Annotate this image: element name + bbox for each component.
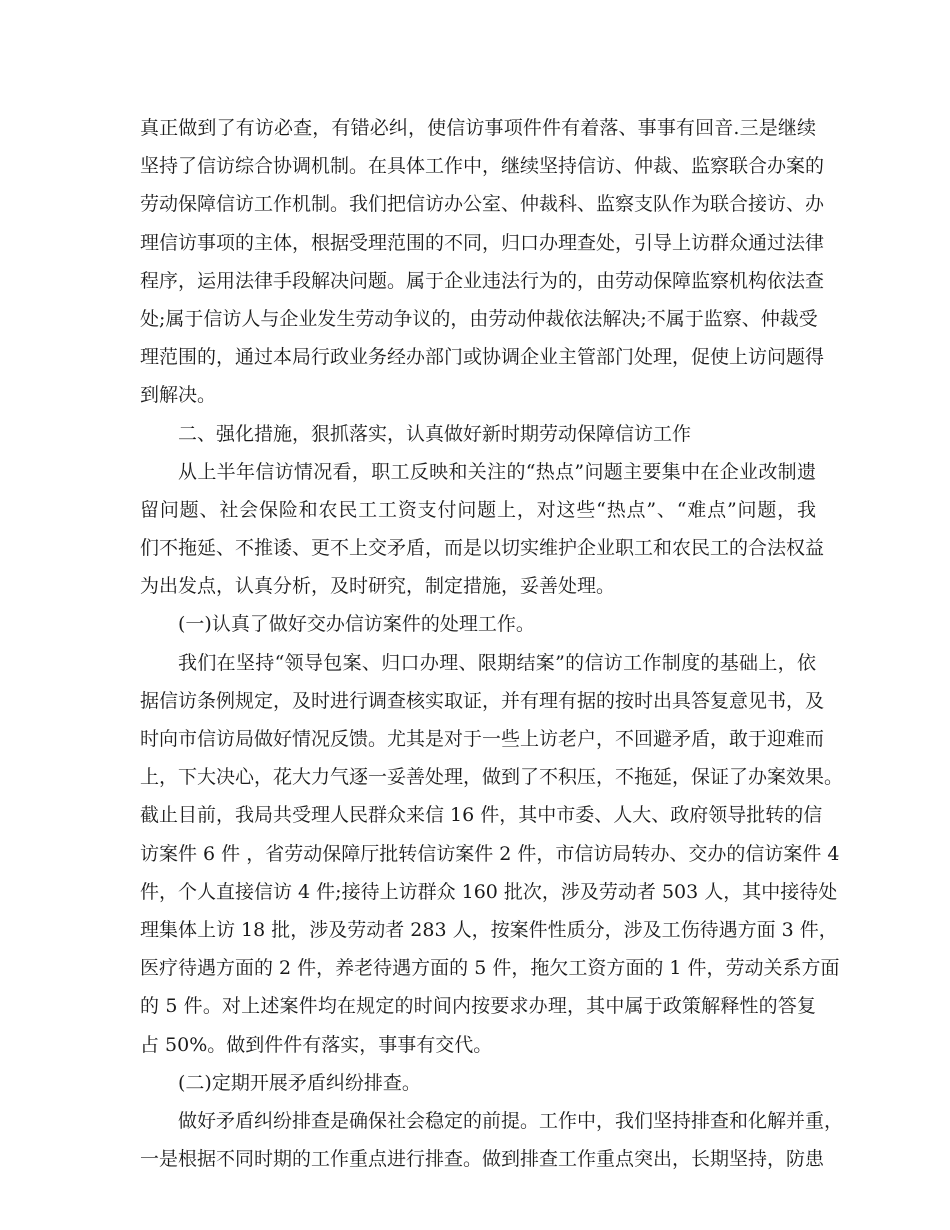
text-line: 做好矛盾纠纷排查是确保社会稳定的前提。工作中，我们坚持排查和化解并重，: [178, 1109, 844, 1132]
text-line: 占 50%。做到件件有落实，事事有交代。: [140, 1033, 493, 1056]
text-line: (二)定期开展矛盾纠纷排查。: [178, 1071, 421, 1094]
text-line: 到解决。: [140, 384, 217, 407]
text-line: 理信访事项的主体，根据受理范围的不同，归口办理查处，引导上访群众通过法律: [140, 231, 825, 254]
text-line: 真正做到了有访必查，有错必纠，使信访事项件件有着落、事事有回音.三是继续: [140, 117, 816, 139]
text-line: 为出发点，认真分析，及时研究，制定措施，妥善处理。: [140, 575, 616, 598]
text-line: 处;属于信访人与企业发生劳动争议的，由劳动仲裁依法解决;不属于监察、仲裁受: [140, 307, 818, 330]
text-line: 从上半年信访情况看，职工反映和关注的“热点”问题主要集中在企业改制遗: [178, 460, 816, 483]
text-line: 程序，运用法律手段解决问题。属于企业违法行为的，由劳动保障监察机构依法查: [140, 269, 825, 292]
text-line: 坚持了信访综合协调机制。在具体工作中，继续坚持信访、仲裁、监察联合办案的: [140, 155, 825, 178]
text-line: 一是根据不同时期的工作重点进行排查。做到排查工作重点突出，长期坚持，防患: [140, 1148, 825, 1171]
text-line: 据信访条例规定，及时进行调查核实取证，并有理有据的按时出具答复意见书，及: [140, 689, 825, 712]
document-body: [140, 109, 844, 1178]
text-line: 理范围的，通过本局行政业务经办部门或协调企业主管部门处理，促使上访问题得: [140, 346, 825, 369]
text-line: 理集体上访 18 批，涉及劳动者 283 人，按案件性质分，涉及工伤待遇方面 3 件，: [140, 918, 838, 941]
text-line: 劳动保障信访工作机制。我们把信访办公室、仲裁科、监察支队作为联合接访、办: [140, 193, 825, 216]
text-line: 的 5 件。对上述案件均在规定的时间内按要求办理，其中属于政策解释性的答复: [140, 995, 816, 1018]
text-line: 上，下大决心，花大力气逐一妥善处理，做到了不积压，不拖延，保证了办案效果。: [140, 766, 844, 789]
text-line: 二、强化措施，狠抓落实，认真做好新时期劳动保障信访工作: [178, 422, 692, 445]
text-line: 们不拖延、不推诿、更不上交矛盾，而是以切实维护企业职工和农民工的合法权益: [140, 537, 825, 560]
text-line: 医疗待遇方面的 2 件，养老待遇方面的 5 件，拖欠工资方面的 1 件，劳动关系方面: [140, 957, 840, 980]
text-line: 时向市信访局做好情况反馈。尤其是对于一些上访老户，不回避矛盾，敢于迎难而: [140, 728, 825, 750]
text-line: 截止目前，我局共受理人民群众来信 16 件，其中市委、人大、政府领导批转的信: [140, 804, 823, 827]
text-line: 我们在坚持“领导包案、归口办理、限期结案”的信访工作制度的基础上，依: [178, 651, 816, 674]
text-line: 访案件 6 件 ，省劳动保障厅批转信访案件 2 件，市信访局转办、交办的信访案件 4: [140, 842, 840, 865]
text-line: (一)认真了做好交办信访案件的处理工作。: [178, 613, 535, 636]
text-line: 留问题、社会保险和农民工工资支付问题上，对这些“热点”、“难点”问题，我: [140, 498, 816, 521]
text-line: 件，个人直接信访 4 件;接待上访群众 160 批次，涉及劳动者 503 人，其中接待处: [140, 880, 838, 903]
